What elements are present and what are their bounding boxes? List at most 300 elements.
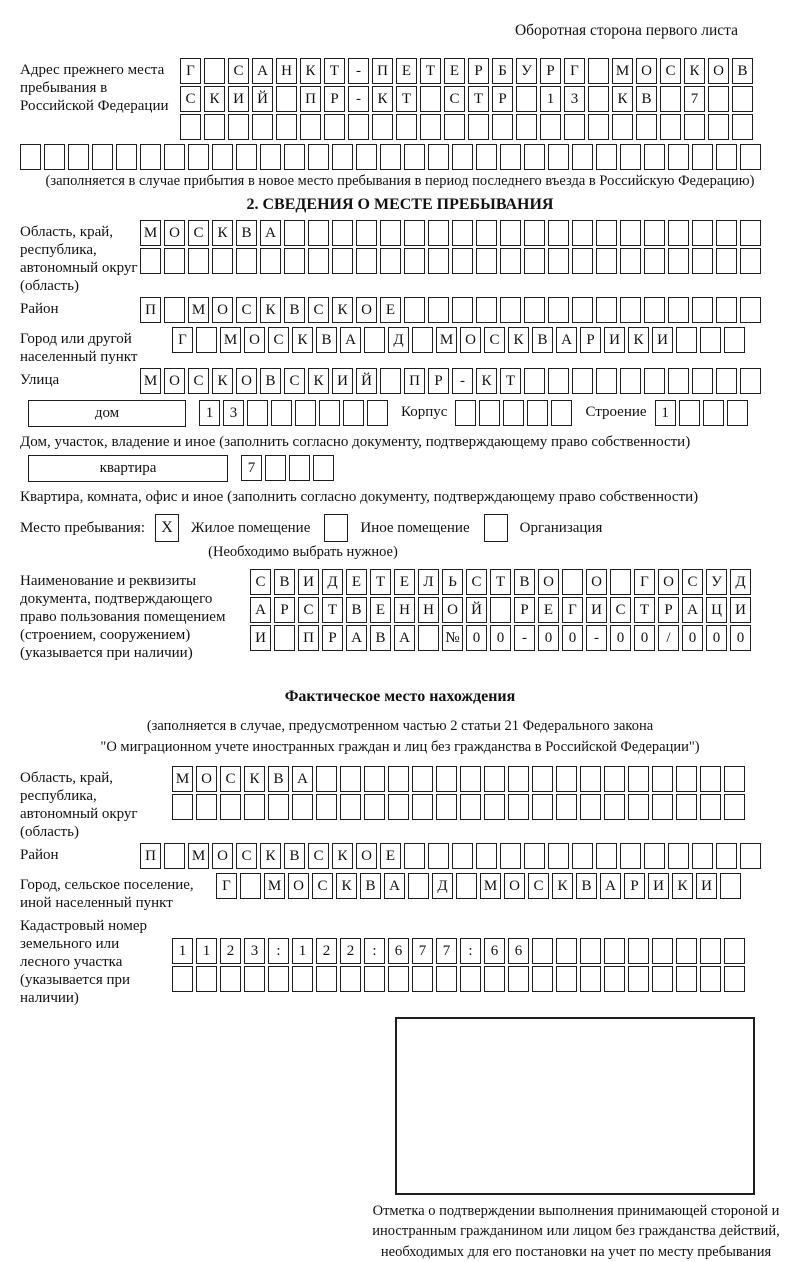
char-cell: Р — [492, 86, 513, 112]
char-cell: Й — [466, 597, 487, 623]
char-cell: Р — [468, 58, 489, 84]
district-group — [20, 297, 780, 325]
char-cell: - — [452, 368, 473, 394]
document-row-3 — [250, 625, 754, 651]
char-cell: В — [316, 327, 337, 353]
char-cell — [116, 144, 137, 170]
char-cell — [500, 297, 521, 323]
char-cell: М — [172, 766, 193, 792]
char-cell — [356, 144, 377, 170]
street-row — [140, 368, 764, 394]
char-cell — [524, 220, 545, 246]
char-cell — [652, 966, 673, 992]
char-cell: М — [480, 873, 501, 899]
char-cell — [343, 400, 364, 426]
char-cell — [652, 794, 673, 820]
char-cell: К — [552, 873, 573, 899]
char-cell — [500, 144, 521, 170]
char-cell: 3 — [244, 938, 265, 964]
char-cell: С — [220, 766, 241, 792]
char-cell — [660, 86, 681, 112]
char-cell — [196, 327, 217, 353]
char-cell — [532, 938, 553, 964]
cadastral-row-2 — [172, 966, 748, 992]
char-cell — [212, 248, 233, 274]
char-cell — [284, 220, 305, 246]
char-cell — [548, 220, 569, 246]
char-cell — [490, 597, 511, 623]
char-cell — [356, 248, 377, 274]
char-cell — [516, 114, 537, 140]
char-cell — [364, 794, 385, 820]
char-cell — [620, 368, 641, 394]
city-label: Город или другой населенный пункт — [20, 331, 138, 365]
house-caption: Дом, участок, владение и иное (заполнить согласно документу, подтверждающему право собственности) — [20, 434, 691, 450]
char-cell — [484, 966, 505, 992]
char-cell — [292, 966, 313, 992]
char-cell — [468, 114, 489, 140]
char-cell — [388, 766, 409, 792]
char-cell — [284, 144, 305, 170]
char-cell: - — [514, 625, 535, 651]
char-cell — [580, 794, 601, 820]
stay-type-row — [20, 514, 780, 542]
fact-district-label: Район — [20, 847, 59, 864]
char-cell: М — [140, 368, 161, 394]
char-cell: Р — [514, 597, 535, 623]
char-cell — [676, 766, 697, 792]
char-cell: Т — [500, 368, 521, 394]
char-cell: К — [372, 86, 393, 112]
char-cell — [708, 86, 729, 112]
char-cell: В — [268, 766, 289, 792]
char-cell — [720, 873, 741, 899]
char-cell — [572, 843, 593, 869]
char-cell — [596, 843, 617, 869]
char-cell: Е — [396, 58, 417, 84]
char-cell: 2 — [340, 938, 361, 964]
char-cell: 7 — [412, 938, 433, 964]
char-cell — [548, 368, 569, 394]
char-cell — [548, 248, 569, 274]
char-cell — [367, 400, 388, 426]
char-cell — [332, 248, 353, 274]
char-cell: В — [532, 327, 553, 353]
char-cell: 2 — [220, 938, 241, 964]
char-cell: В — [636, 86, 657, 112]
char-cell — [548, 297, 569, 323]
char-cell — [388, 966, 409, 992]
char-cell: У — [516, 58, 537, 84]
char-cell — [404, 248, 425, 274]
char-cell — [404, 297, 425, 323]
char-cell — [700, 794, 721, 820]
char-cell: Р — [274, 597, 295, 623]
char-cell — [313, 455, 334, 481]
char-cell: О — [212, 843, 233, 869]
char-cell — [588, 58, 609, 84]
char-cell — [652, 938, 673, 964]
char-cell: : — [460, 938, 481, 964]
char-cell: 1 — [540, 86, 561, 112]
char-cell — [436, 794, 457, 820]
char-cell: М — [188, 297, 209, 323]
char-cell: Т — [324, 58, 345, 84]
char-cell: С — [236, 843, 257, 869]
char-cell: 0 — [538, 625, 559, 651]
char-cell — [596, 297, 617, 323]
char-cell — [236, 144, 257, 170]
char-cell: К — [260, 843, 281, 869]
char-cell — [295, 400, 316, 426]
char-cell: С — [188, 220, 209, 246]
actual-location-note-2: "О миграционном учете иностранных граждан и лиц без гражданства в Российской Федерации") — [100, 739, 700, 756]
char-cell: В — [370, 625, 391, 651]
char-cell — [428, 297, 449, 323]
street-label: Улица — [20, 372, 60, 388]
char-cell: 1 — [655, 400, 676, 426]
char-cell — [276, 86, 297, 112]
char-cell: С — [284, 368, 305, 394]
char-cell — [420, 114, 441, 140]
char-cell — [476, 843, 497, 869]
char-cell — [212, 144, 233, 170]
char-cell: М — [436, 327, 457, 353]
char-cell — [412, 966, 433, 992]
char-cell — [700, 966, 721, 992]
char-cell — [300, 114, 321, 140]
char-cell — [164, 843, 185, 869]
char-cell: С — [660, 58, 681, 84]
char-cell: С — [250, 569, 271, 595]
char-cell: Й — [252, 86, 273, 112]
stroenie-label: Строение — [585, 404, 647, 420]
char-cell: Д — [432, 873, 453, 899]
char-cell: О — [460, 327, 481, 353]
char-cell — [684, 114, 705, 140]
char-cell: В — [236, 220, 257, 246]
char-cell: 7 — [436, 938, 457, 964]
char-cell — [727, 400, 748, 426]
char-cell: 0 — [706, 625, 727, 651]
char-cell: 6 — [388, 938, 409, 964]
char-cell — [724, 766, 745, 792]
char-cell — [692, 843, 713, 869]
char-cell — [740, 144, 761, 170]
char-cell: С — [528, 873, 549, 899]
char-cell: Д — [388, 327, 409, 353]
char-cell: К — [308, 368, 329, 394]
char-cell — [668, 220, 689, 246]
char-cell: 1 — [199, 400, 220, 426]
char-cell: Е — [538, 597, 559, 623]
apartment-caption: Квартира, комната, офис и иное (заполнить согласно документу, подтверждающему право собственности) — [20, 489, 699, 505]
char-cell — [204, 114, 225, 140]
char-cell: С — [236, 297, 257, 323]
fact-district-row — [140, 843, 764, 869]
char-cell: В — [576, 873, 597, 899]
char-cell — [532, 766, 553, 792]
char-cell: - — [348, 86, 369, 112]
char-cell: А — [600, 873, 621, 899]
char-cell — [652, 766, 673, 792]
char-cell — [44, 144, 65, 170]
char-cell — [332, 144, 353, 170]
char-cell — [700, 766, 721, 792]
char-cell: П — [140, 843, 161, 869]
char-cell — [324, 114, 345, 140]
char-cell — [612, 114, 633, 140]
char-cell: М — [220, 327, 241, 353]
char-cell — [252, 114, 273, 140]
char-cell: 0 — [490, 625, 511, 651]
street-group — [20, 368, 780, 396]
char-cell — [740, 248, 761, 274]
char-cell: И — [586, 597, 607, 623]
stroenie-cells — [655, 400, 751, 426]
char-cell — [308, 220, 329, 246]
char-cell: Б — [492, 58, 513, 84]
char-cell: С — [312, 873, 333, 899]
section2-title: 2. СВЕДЕНИЯ О МЕСТЕ ПРЕБЫВАНИЯ — [246, 196, 554, 213]
char-cell — [308, 248, 329, 274]
city-row — [172, 327, 748, 353]
char-cell — [140, 248, 161, 274]
char-cell — [340, 766, 361, 792]
document-row-1 — [250, 569, 754, 595]
char-cell: 2 — [316, 938, 337, 964]
fact-city-group — [20, 873, 780, 912]
char-cell — [532, 966, 553, 992]
document-row-2 — [250, 597, 754, 623]
cadastral-group — [20, 914, 780, 1007]
char-cell: Й — [356, 368, 377, 394]
char-cell: Г — [562, 597, 583, 623]
fact-district-group — [20, 843, 780, 871]
char-cell — [668, 297, 689, 323]
char-cell — [348, 114, 369, 140]
house-number-cells — [199, 400, 391, 426]
char-cell — [628, 794, 649, 820]
char-cell: Е — [394, 569, 415, 595]
char-cell: 0 — [610, 625, 631, 651]
char-cell — [20, 144, 41, 170]
stay-checkbox-residential: X — [155, 514, 179, 542]
char-cell — [556, 794, 577, 820]
char-cell — [644, 220, 665, 246]
region-label: Область, край, республика, автономный округ (область) — [20, 224, 138, 294]
char-cell: С — [298, 597, 319, 623]
char-cell: С — [682, 569, 703, 595]
char-cell: К — [476, 368, 497, 394]
char-cell — [604, 794, 625, 820]
char-cell — [676, 938, 697, 964]
char-cell: 7 — [241, 455, 262, 481]
char-cell — [700, 327, 721, 353]
char-cell: К — [244, 766, 265, 792]
char-cell — [740, 368, 761, 394]
char-cell — [284, 248, 305, 274]
apartment-named-box: квартира — [28, 455, 228, 482]
char-cell — [708, 114, 729, 140]
char-cell: 1 — [292, 938, 313, 964]
stay-checkbox-organization — [484, 514, 508, 542]
char-cell — [620, 220, 641, 246]
char-cell — [620, 843, 641, 869]
char-cell — [274, 625, 295, 651]
char-cell: Е — [380, 843, 401, 869]
char-cell — [540, 114, 561, 140]
char-cell — [412, 794, 433, 820]
district-row — [140, 297, 764, 323]
char-cell: К — [612, 86, 633, 112]
char-cell: № — [442, 625, 463, 651]
prev-address-row-3 — [180, 114, 756, 140]
char-cell: А — [250, 597, 271, 623]
prev-address-row-2 — [180, 86, 756, 112]
char-cell — [452, 248, 473, 274]
char-cell — [247, 400, 268, 426]
char-cell — [412, 766, 433, 792]
char-cell: Г — [634, 569, 655, 595]
char-cell — [588, 114, 609, 140]
stay-type-note: (Необходимо выбрать нужное) — [208, 544, 398, 560]
char-cell: И — [730, 597, 751, 623]
char-cell — [668, 144, 689, 170]
char-cell: К — [508, 327, 529, 353]
char-cell — [388, 794, 409, 820]
char-cell: С — [444, 86, 465, 112]
char-cell — [188, 248, 209, 274]
char-cell: 1 — [172, 938, 193, 964]
char-cell: 1 — [196, 938, 217, 964]
actual-location-note-1: (заполняется в случае, предусмотренном частью 2 статьи 21 Федерального закона — [146, 718, 654, 734]
char-cell — [551, 400, 572, 426]
char-cell — [724, 794, 745, 820]
char-cell: К — [292, 327, 313, 353]
char-cell — [724, 966, 745, 992]
char-cell: Р — [322, 625, 343, 651]
char-cell — [500, 220, 521, 246]
char-cell: О — [164, 220, 185, 246]
char-cell: О — [636, 58, 657, 84]
char-cell: А — [384, 873, 405, 899]
char-cell — [692, 248, 713, 274]
char-cell — [476, 220, 497, 246]
document-label: Наименование и реквизиты документа, подтверждающего право пользования помещением (строением, сооружением) (указывается при наличии) — [20, 573, 226, 661]
char-cell: С — [484, 327, 505, 353]
char-cell — [172, 794, 193, 820]
char-cell: Н — [276, 58, 297, 84]
char-cell — [380, 220, 401, 246]
char-cell — [228, 114, 249, 140]
char-cell: О — [356, 843, 377, 869]
char-cell — [508, 794, 529, 820]
char-cell — [271, 400, 292, 426]
char-cell: В — [274, 569, 295, 595]
char-cell: О — [708, 58, 729, 84]
char-cell: О — [212, 297, 233, 323]
stay-option-other-label: Иное помещение — [360, 519, 470, 536]
char-cell: И — [648, 873, 669, 899]
char-cell: Г — [172, 327, 193, 353]
char-cell: К — [212, 220, 233, 246]
char-cell — [716, 368, 737, 394]
char-cell — [380, 144, 401, 170]
char-cell — [572, 144, 593, 170]
char-cell: О — [288, 873, 309, 899]
char-cell — [668, 248, 689, 274]
char-cell: Т — [468, 86, 489, 112]
char-cell — [460, 794, 481, 820]
char-cell: А — [682, 597, 703, 623]
char-cell — [364, 766, 385, 792]
char-cell: О — [504, 873, 525, 899]
char-cell — [740, 297, 761, 323]
char-cell — [620, 297, 641, 323]
char-cell — [460, 766, 481, 792]
char-cell: И — [652, 327, 673, 353]
fact-city-row — [216, 873, 744, 899]
char-cell: Т — [322, 597, 343, 623]
char-cell — [572, 297, 593, 323]
char-cell — [644, 297, 665, 323]
char-cell — [668, 368, 689, 394]
char-cell: О — [538, 569, 559, 595]
char-cell — [444, 114, 465, 140]
char-cell — [572, 248, 593, 274]
char-cell — [428, 843, 449, 869]
char-cell: У — [706, 569, 727, 595]
char-cell: Г — [180, 58, 201, 84]
char-cell — [564, 114, 585, 140]
char-cell: 7 — [684, 86, 705, 112]
char-cell — [724, 327, 745, 353]
char-cell — [636, 114, 657, 140]
char-cell — [289, 455, 310, 481]
house-named-box: дом — [28, 400, 186, 427]
char-cell — [484, 794, 505, 820]
char-cell — [716, 144, 737, 170]
char-cell: 0 — [634, 625, 655, 651]
char-cell: А — [252, 58, 273, 84]
char-cell: К — [260, 297, 281, 323]
char-cell: О — [356, 297, 377, 323]
char-cell: Р — [624, 873, 645, 899]
char-cell — [420, 86, 441, 112]
char-cell — [340, 966, 361, 992]
region-row-1 — [140, 220, 764, 246]
char-cell: В — [284, 297, 305, 323]
char-cell — [703, 400, 724, 426]
char-cell: 3 — [564, 86, 585, 112]
char-cell — [740, 220, 761, 246]
header-note: Оборотная сторона первого листа — [514, 22, 738, 39]
char-cell — [244, 794, 265, 820]
char-cell: А — [260, 220, 281, 246]
char-cell: С — [188, 368, 209, 394]
char-cell — [700, 938, 721, 964]
char-cell — [180, 114, 201, 140]
char-cell — [340, 794, 361, 820]
char-cell — [380, 368, 401, 394]
char-cell: К — [672, 873, 693, 899]
char-cell — [188, 144, 209, 170]
char-cell: Е — [346, 569, 367, 595]
char-cell — [460, 966, 481, 992]
char-cell — [316, 766, 337, 792]
char-cell: Г — [564, 58, 585, 84]
